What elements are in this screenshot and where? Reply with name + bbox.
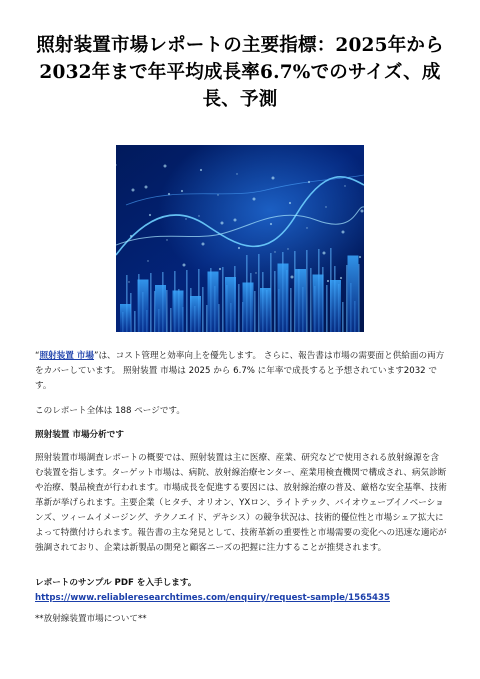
banner-sparkle bbox=[128, 281, 129, 282]
banner-thin-bar bbox=[254, 291, 256, 332]
banner-sparkle bbox=[340, 277, 342, 279]
open-quote: “ bbox=[35, 351, 40, 361]
banner-thin-bar bbox=[150, 273, 152, 332]
banner-bar bbox=[243, 283, 254, 333]
banner-sparkle bbox=[274, 251, 275, 252]
banner-sparkle bbox=[238, 247, 240, 249]
banner-bar bbox=[295, 269, 306, 332]
about-heading: **放射線装置市場について** bbox=[35, 614, 147, 624]
banner-sparkle bbox=[253, 198, 256, 201]
banner-bar bbox=[155, 285, 166, 332]
banner-thin-bar bbox=[170, 308, 172, 332]
banner-sparkle bbox=[149, 214, 151, 216]
banner-sparkle bbox=[255, 272, 256, 273]
banner-sparkle bbox=[181, 190, 183, 192]
banner-sparkle bbox=[308, 181, 310, 183]
banner-sparkle bbox=[221, 222, 224, 225]
banner-sparkle bbox=[234, 219, 237, 222]
banner-bar bbox=[348, 256, 359, 333]
banner-bar bbox=[208, 272, 219, 333]
banner-bar bbox=[173, 291, 184, 333]
banner-sparkle bbox=[164, 165, 167, 168]
analysis-paragraph: 照射装置市場調査レポートの概要では、照射装置は主に医療、産業、研究などで使用される放射線源を含む装置を指します。ターゲット市場は、病院、放射線治療センター、産業用検査機関で構成され、病気診断や治療、製品検査が行われます。市場成長を促進する要因には、放射線治療の普及、厳格な安全基準、技術革新が挙げられます。主要企業（ヒタチ、オリオン、YXロン、ライトテック、バイオウェーブイノベーションズ、ツィームイメージング、テクノエイド、デキシス）の競争状況は、技術的優位性と市場シェア拡大によって特徴付けられます。報告書の主な発見として、技術革新の重要性と市場需要の変化への迅速な適応が強調されており、企業は新製品の開発と顧客ニーズの把握に注力することが推奨されます。 bbox=[35, 453, 447, 553]
banner-bar bbox=[278, 264, 289, 333]
banner-sparkle bbox=[145, 186, 148, 189]
banner-sparkle bbox=[236, 173, 237, 174]
analysis-heading: 照射装置 市場分析です bbox=[35, 430, 124, 440]
banner-sparkle bbox=[289, 202, 291, 204]
banner-sparkle bbox=[361, 210, 364, 213]
banner-bar bbox=[313, 275, 324, 333]
intro-paragraph bbox=[35, 349, 447, 394]
banner-bar bbox=[260, 288, 271, 332]
banner-thin-bar bbox=[310, 268, 312, 332]
sample-link[interactable]: https://www.reliableresearchtimes.com/enquiry/request-sample/1565435 bbox=[35, 593, 390, 603]
banner-sparkle bbox=[168, 193, 170, 195]
intro-text: ”は、コスト管理と効率向上を優先します。 さらに、報告書は市場の需要面と供給面の両方をカバーしています。 照射装置 市場は 2025 から 6.7% に年率で成長すると予想されています2032 です。 bbox=[35, 351, 445, 391]
banner-sparkle bbox=[166, 239, 167, 240]
banner-bar bbox=[330, 280, 341, 332]
banner-sparkle bbox=[327, 280, 329, 282]
banner-bar bbox=[225, 277, 236, 332]
banner-thin-bar bbox=[326, 285, 328, 332]
banner-sparkle bbox=[272, 177, 275, 180]
banner-sparkle bbox=[323, 252, 326, 255]
pages-note: このレポート全体は 188 ページです。 bbox=[35, 406, 185, 416]
banner-sparkle bbox=[202, 243, 205, 246]
banner-thin-bar bbox=[238, 284, 240, 332]
banner-thin-bar bbox=[306, 250, 308, 332]
banner-sparkle bbox=[183, 264, 186, 267]
banner-thin-bar bbox=[134, 311, 136, 332]
banner-thin-bar bbox=[258, 254, 260, 332]
business-chart-banner-icon bbox=[116, 145, 364, 332]
banner-sparkle bbox=[130, 235, 132, 237]
banner-sparkle bbox=[198, 215, 199, 216]
banner-sparkle bbox=[325, 206, 326, 207]
banner-thin-bar bbox=[290, 288, 292, 332]
banner-bar bbox=[120, 304, 131, 332]
banner-thin-bar bbox=[342, 302, 344, 332]
banner-thin-bar bbox=[202, 287, 204, 332]
sample-label: レポートのサンプル PDF を入手します。 bbox=[35, 578, 197, 588]
banner-sparkle bbox=[217, 194, 218, 195]
banner-thin-bar bbox=[206, 305, 208, 332]
banner-sparkle bbox=[185, 218, 186, 219]
market-link[interactable]: 照射装置 市場 bbox=[39, 351, 95, 361]
banner-thin-bar bbox=[346, 265, 348, 332]
banner-sparkle bbox=[147, 260, 148, 261]
banner-sparkle bbox=[200, 169, 202, 171]
banner-bar bbox=[190, 296, 201, 332]
banner-sparkle bbox=[132, 189, 135, 192]
sample-paragraph bbox=[35, 576, 447, 606]
banner-thin-bar bbox=[222, 267, 224, 332]
banner-thin-bar bbox=[186, 270, 188, 332]
banner-thin-bar bbox=[274, 271, 276, 332]
banner-sparkle bbox=[270, 223, 272, 225]
banner-sparkle bbox=[342, 231, 345, 234]
banner-sparkle bbox=[287, 248, 288, 249]
banner-sparkle bbox=[291, 276, 294, 279]
banner-thin-bar bbox=[166, 290, 168, 332]
banner-sparkle bbox=[344, 185, 345, 186]
banner-bar bbox=[138, 280, 149, 333]
banner-sparkle bbox=[306, 227, 307, 228]
banner-sparkle bbox=[219, 268, 221, 270]
document-title: 照射装置市場レポートの主要指標：2025年から2032年まで年平均成長率6.7%でのサイズ、成長、予測 bbox=[36, 35, 444, 110]
banner-sparkle bbox=[359, 256, 361, 258]
